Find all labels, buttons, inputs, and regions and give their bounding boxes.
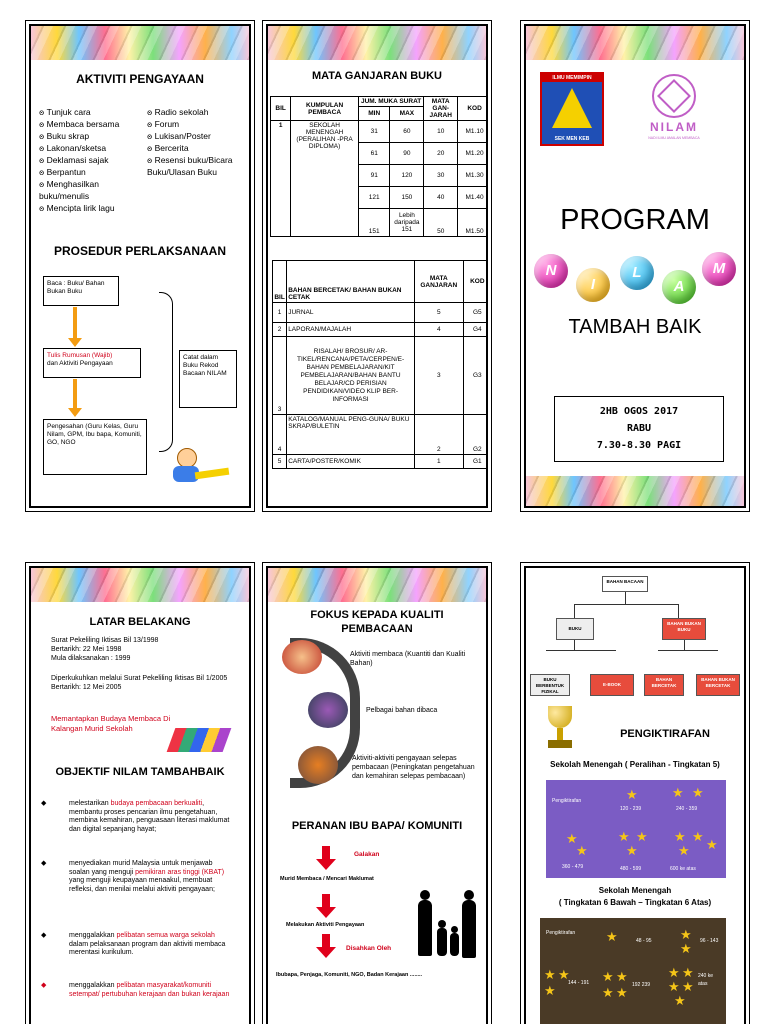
stationery-banner bbox=[31, 568, 249, 602]
peranan-2: Melakukan Aktiviti Pengayaan bbox=[286, 922, 365, 928]
mata-title: MATA GANJARAN BUKU bbox=[312, 70, 442, 82]
panel-mata-ganjaran bbox=[266, 24, 488, 508]
peringkat-1: Sekolah Menengah ( Peralihan - Tingkatan 5) bbox=[550, 760, 720, 769]
disahkan-label: Disahkan Oleh bbox=[346, 945, 392, 952]
list-item: ꙩ Deklamasi sajak bbox=[39, 155, 109, 165]
prosedur-title: PROSEDUR PERLAKSANAAN bbox=[53, 244, 226, 258]
step-baca: Baca : Buku/ Bahan Bukan Buku bbox=[43, 276, 119, 306]
stationery-banner bbox=[268, 26, 486, 60]
award-grid-2: Pengiktirafan ★ 48 - 95 ★ ★ 96 - 143 ★ ★ ★ 144 - 191 ★ ★ ★ ★ 192 239 ★ ★ ★ ★ ★ 240 ke atas bbox=[540, 918, 726, 1024]
slogan: Memantapkan Budaya Membaca Di Kalangan Murid Sekolah bbox=[51, 714, 171, 733]
star-icon: ★ bbox=[618, 829, 630, 844]
aktiviti-list-2 bbox=[147, 106, 243, 178]
tambah-baik: TAMBAH BAIK bbox=[568, 316, 702, 338]
peringkat-2a: Sekolah Menengah bbox=[598, 886, 672, 895]
table-row: 2 LAPORAN/MAJALAH 4 G4 bbox=[273, 323, 489, 337]
arrow-3 bbox=[322, 934, 330, 948]
school-logo: ILMU MEMIMPIN SEK MEN KEB bbox=[540, 72, 604, 146]
table-row: 5 CARTA/POSTER/KOMIK 1 G1 bbox=[273, 455, 489, 469]
arrow-2 bbox=[73, 379, 77, 409]
star-icon: ★ bbox=[680, 927, 692, 942]
star-icon: ★ bbox=[626, 843, 638, 858]
fokus-3: Aktiviti-aktiviti pengayaan selepas pembacaan (Peningkatan pengetahuan dan kemahiran selepas pembacaan) bbox=[352, 755, 475, 780]
star-icon: ★ bbox=[616, 985, 628, 1000]
step-catat: Catat dalam Buku Rekod Bacaan NILAM bbox=[179, 350, 237, 408]
latar-title: LATAR BELAKANG bbox=[89, 616, 191, 628]
event-day: RABU bbox=[626, 423, 652, 434]
node-bahan-bacaan: BAHAN BACAAN bbox=[602, 576, 648, 592]
kids-reading-image bbox=[282, 640, 322, 674]
star-icon: ★ bbox=[706, 837, 718, 852]
list-item: ꙩ Lukisan/Poster bbox=[147, 131, 211, 141]
table-row: 4 KATALOG/MANUAL PENG-GUNA/ BUKU SKRAP/BULETIN 2 G2 bbox=[273, 415, 489, 455]
star-icon: ★ bbox=[682, 979, 694, 994]
star-icon: ★ bbox=[668, 965, 680, 980]
list-item: ꙩ Membaca bersama bbox=[39, 119, 120, 129]
objektif-1: ◆ melestarikan budaya pembacaan berkualiti, membantu proses pencarian ilmu pengetahuan, membina kemahiran, penguasaan literasi maklumat dan digital sepanjang hayat; bbox=[41, 800, 230, 833]
node-bahan-bukan-bercetak: BAHAN BUKAN BERCETAK bbox=[696, 674, 740, 696]
node-bahan-bercetak: BAHAN BERCETAK bbox=[644, 674, 684, 696]
step-rumusan: Tulis Rumusan (Wajib) dan Aktiviti Pengayaan bbox=[43, 348, 141, 378]
fokus-title: FOKUS KEPADA KUALITI PEMBACAAN bbox=[310, 609, 444, 635]
star-icon: ★ bbox=[674, 993, 686, 1008]
star-icon: ★ bbox=[544, 983, 556, 998]
books-image bbox=[308, 692, 348, 728]
list-item: ꙩ Buku skrap bbox=[39, 131, 90, 141]
objektif-4: ◆ menggalakkan pelibatan masyarakat/komuniti setempat/ pertubuhan kerajaan dan bukan kerajaan bbox=[41, 982, 230, 998]
star-icon: ★ bbox=[626, 787, 638, 802]
child-pencil-clipart bbox=[171, 448, 231, 488]
star-icon: ★ bbox=[602, 985, 614, 1000]
table-bahan: BIL BAHAN BERCETAK/ BAHAN BUKAN CETAK MATA GANJARAN KOD 1 JURNAL 5 G5 2 LAPORAN/MAJALAH 4 G4 3 RISALAH/ BROSUR/ AR-TIKEL/RENCANA/PETA/CERPEN/E-BAHAN PEMBELAJARAN/KIT PEMBELAJARAN/BAHAN BANTU BELAJAR/CD PERISIAN PENDIDIKAN/VIDEO KLIP BER-INFORMASI 3 G3 4 KATALOG/MANUAL PENG-GUNA/ BUKU SKRAP/BULETIN 2 G2 5 CARTA/POSTER/KOMIK 1 G1 bbox=[272, 260, 488, 469]
star-icon: ★ bbox=[678, 843, 690, 858]
star-icon: ★ bbox=[674, 829, 686, 844]
ball-m: M bbox=[702, 252, 736, 286]
galakan-label: Galakan bbox=[354, 851, 380, 858]
stationery-banner-bottom bbox=[526, 476, 744, 506]
list-item: ꙩ Menghasilkan buku/menulis bbox=[39, 179, 100, 201]
star-icon: ★ bbox=[636, 829, 648, 844]
arrow-1 bbox=[73, 307, 77, 339]
step-pengesahan: Pengesahan (Guru Kelas, Guru Nilam, GPM, Ibu bapa, Komuniti, GO, NGO bbox=[43, 419, 147, 475]
bracket-line bbox=[159, 292, 173, 452]
table-row: 1 JURNAL 5 G5 bbox=[273, 303, 489, 323]
star-icon: ★ bbox=[606, 929, 618, 944]
star-icon: ★ bbox=[668, 979, 680, 994]
panel-latar bbox=[29, 566, 251, 1024]
list-item: ꙩ Resensi buku/Bicara Buku/Ulasan Buku bbox=[147, 155, 233, 177]
objektif-title: OBJEKTIF NILAM TAMBAHBAIK bbox=[55, 766, 225, 778]
panel-aktiviti bbox=[29, 24, 251, 508]
star-icon: ★ bbox=[602, 969, 614, 984]
list-item: ꙩ Forum bbox=[147, 119, 180, 129]
fokus-2: Pelbagai bahan dibaca bbox=[366, 707, 438, 714]
star-icon: ★ bbox=[566, 831, 578, 846]
latar-lines-1: Surat Pekeliling Iktisas Bil 13/1998 Bertarikh: 22 Mei 1998 Mula dilaksanakan : 1999 bbox=[51, 637, 159, 662]
nilam-logo: NILAM NADI ILMU AMALAN MEMBACA bbox=[634, 74, 714, 148]
star-icon: ★ bbox=[692, 785, 704, 800]
trophy-icon bbox=[538, 706, 582, 752]
stationery-clipart bbox=[167, 728, 232, 752]
peringkat-2b: ( Tingkatan 6 Bawah – Tingkatan 6 Atas) bbox=[558, 898, 712, 907]
table-row: 91 120 30 M1.30 bbox=[271, 165, 489, 187]
star-icon: ★ bbox=[680, 941, 692, 956]
table-row: 151 Lebih daripada 151 50 M1.50 bbox=[271, 209, 489, 237]
stationery-banner bbox=[268, 568, 486, 602]
table-row: 3 RISALAH/ BROSUR/ AR-TIKEL/RENCANA/PETA/CERPEN/E-BAHAN PEMBELAJARAN/KIT PEMBELAJARAN/BAHAN BANTU BELAJAR/CD PERISIAN PENDIDIKAN/VIDEO KLIP BER-INFORMASI 3 G3 bbox=[273, 337, 489, 415]
family-silhouette bbox=[416, 890, 482, 962]
latar-lines-2: Diperkukuhkan melalui Surat Pekeliling Iktisas Bil 1/2005 Bertarikh: 12 Mei 2005 bbox=[51, 675, 228, 691]
star-icon: ★ bbox=[558, 967, 570, 982]
objektif-3: ◆ menggalakkan pelibatan semua warga sekolah dalam pelaksanaan program dan aktiviti membaca merentasi kurikulum. bbox=[41, 932, 226, 956]
table-row: 61 90 20 M1.20 bbox=[271, 143, 489, 165]
table-row: 121 150 40 M1.40 bbox=[271, 187, 489, 209]
panel-pengiktirafan bbox=[524, 566, 746, 1024]
stationery-banner bbox=[526, 26, 744, 60]
arrow-galakan bbox=[322, 846, 330, 860]
award-grid-1: Pengiktirafan ★ ★ ★ 120 - 239 240 - 359 ★ ★ ★ ★ ★ ★ ★ ★ ★ 360 - 479 480 - 599 600 ke atas bbox=[546, 780, 726, 878]
panel-fokus bbox=[266, 566, 488, 1024]
list-item: ꙩ Bercerita bbox=[147, 143, 189, 153]
list-item: ꙩ Berpantun bbox=[39, 167, 86, 177]
event-date: 2HB OGOS 2017 bbox=[599, 406, 679, 417]
list-item: ꙩ Radio sekolah bbox=[147, 107, 209, 117]
star-icon: ★ bbox=[616, 969, 628, 984]
activity-image bbox=[298, 746, 338, 784]
table-row: 1 SEKOLAH MENENGAH (PERALIHAN -PRA DIPLOMA) 31 60 10 M1.10 bbox=[271, 121, 489, 143]
star-icon: ★ bbox=[682, 965, 694, 980]
peranan-title: PERANAN IBU BAPA/ KOMUNITI bbox=[291, 820, 463, 832]
list-item: ꙩ Tunjuk cara bbox=[39, 107, 91, 117]
list-item: ꙩ Lakonan/sketsa bbox=[39, 143, 107, 153]
fokus-1: Aktiviti membaca (Kuantiti dan Kualiti Bahan) bbox=[350, 651, 466, 667]
panel-cover bbox=[524, 24, 746, 508]
node-buku-fizikal: BUKU BERBENTUK FIZIKAL bbox=[530, 674, 570, 696]
program-title: PROGRAM bbox=[560, 204, 710, 236]
peranan-3: Ibubapa, Penjaga, Komuniti, NGO, Badan Kerajaan ........ bbox=[276, 972, 423, 978]
ball-l: L bbox=[620, 256, 654, 290]
event-time: 7.30-8.30 PAGI bbox=[596, 440, 682, 451]
table-buku: BIL KUMPULAN PEMBACA JUM. MUKA SURAT MATA GAN-JARAH KOD MIN MAX 1 SEKOLAH MENENGAH (PERALIHAN -PRA DIPLOMA) 31 60 10 M1.10 61 90 20 M1.20 91 120 30 M1.30 121 150 40 M1.40 151 Lebih daripada 151 50 M1.50 bbox=[270, 96, 488, 237]
star-icon: ★ bbox=[544, 967, 556, 982]
star-icon: ★ bbox=[692, 829, 704, 844]
stationery-banner bbox=[31, 26, 249, 60]
date-box bbox=[554, 396, 724, 462]
aktiviti-list-1 bbox=[39, 106, 139, 214]
ball-a: A bbox=[662, 270, 696, 304]
list-item: ꙩ Mencipta lirik lagu bbox=[39, 203, 115, 213]
star-icon: ★ bbox=[672, 785, 684, 800]
ball-n: N bbox=[534, 254, 568, 288]
pengiktirafan-title: PENGIKTIRAFAN bbox=[620, 728, 710, 740]
ball-i: I bbox=[576, 268, 610, 302]
objektif-2: ◆ menyediakan murid Malaysia untuk menjawab soalan yang menguji pemikiran aras tinggi (KBAT) yang menguji keupayaan menaakul, membuat refleksi, dan menilai melalui aktiviti pengayaan; bbox=[41, 860, 225, 893]
arrow-2 bbox=[322, 894, 330, 908]
star-icon: ★ bbox=[576, 843, 588, 858]
peranan-1: Murid Membaca / Mencari Maklumat bbox=[280, 876, 374, 882]
aktiviti-title: AKTIVITI PENGAYAAN bbox=[76, 72, 204, 86]
node-bahan-bukan-buku: BAHAN BUKAN BUKU bbox=[662, 618, 706, 640]
node-ebook: E-BOOK bbox=[590, 674, 634, 696]
node-buku: BUKU bbox=[556, 618, 594, 640]
